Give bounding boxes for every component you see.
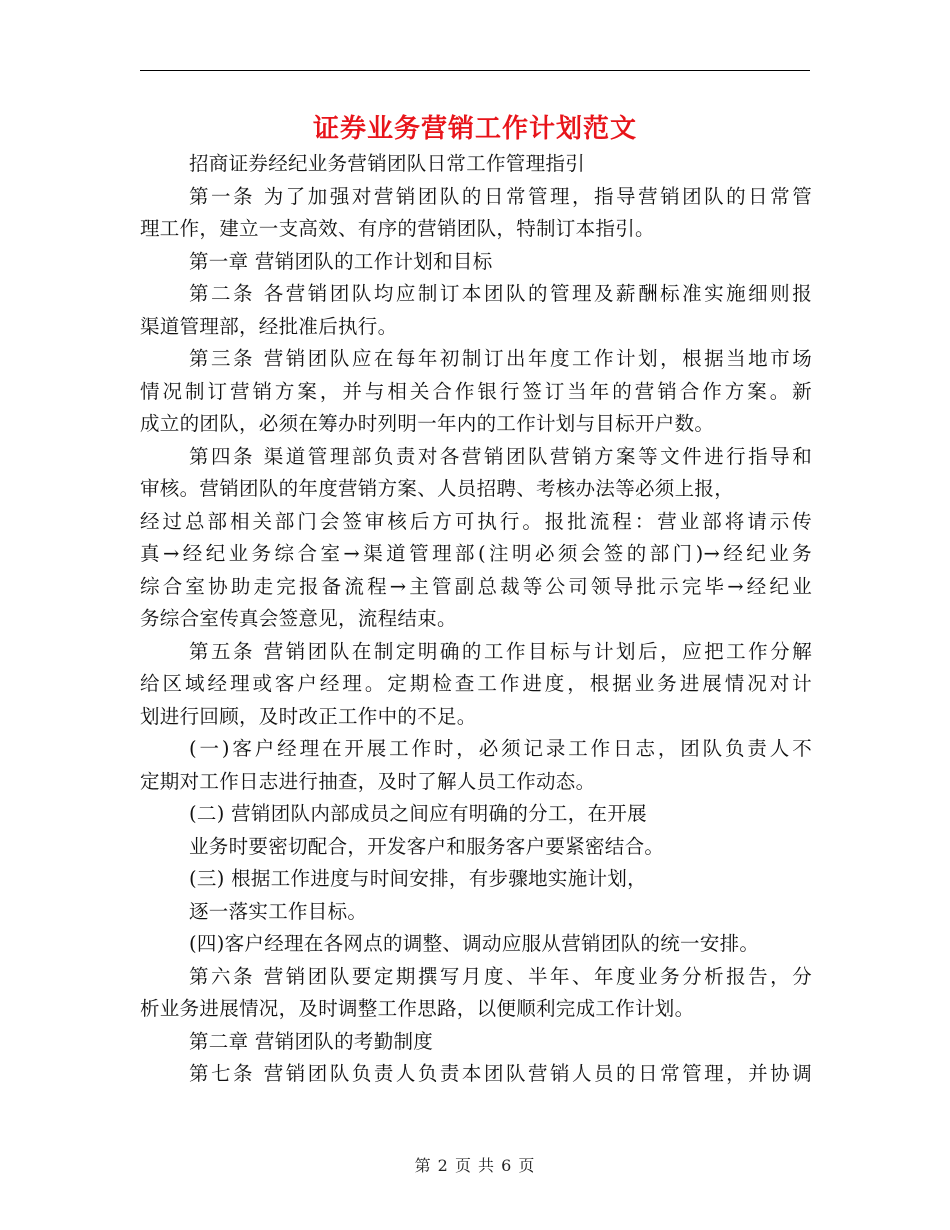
document-body bbox=[140, 148, 812, 1091]
text-line: 第四条 渠道管理部负责对各营销团队营销方案等文件进行指导和 bbox=[189, 444, 812, 468]
text-line: 综合室协助走完报备流程→主管副总裁等公司领导批示完毕→经纪业 bbox=[140, 574, 812, 598]
text-line: 理工作，建立一支高效、有序的营销团队，特制订本指引。 bbox=[140, 217, 655, 240]
text-line: 划进行回顾，及时改正工作中的不足。 bbox=[140, 704, 477, 728]
text-line: 务综合室传真会签意见，流程结束。 bbox=[140, 607, 457, 630]
text-line: 第三条 营销团队应在每年初制订出年度工作计划，根据当地市场 bbox=[189, 347, 812, 370]
text-line: 第一章 营销团队的工作计划和目标 bbox=[189, 249, 493, 273]
text-line: 逐一落实工作目标。 bbox=[189, 899, 368, 923]
text-line: 第七条 营销团队负责人负责本团队营销人员的日常管理，并协调 bbox=[189, 1062, 812, 1085]
text-line: (一)客户经理在开展工作时，必须记录工作日志，团队负责人不 bbox=[189, 737, 812, 760]
text-line: 第一条 为了加强对营销团队的日常管理，指导营销团队的日常管 bbox=[189, 184, 812, 208]
page-number: 第 2 页 共 6 页 bbox=[414, 1156, 536, 1175]
text-line: 析业务进展情况，及时调整工作思路，以便顺利完成工作计划。 bbox=[140, 997, 695, 1020]
text-line: 渠道管理部，经批准后执行。 bbox=[140, 314, 398, 338]
text-line: 定期对工作日志进行抽查，及时了解人员工作动态。 bbox=[140, 769, 596, 793]
text-line: 招商证券经纪业务营销团队日常工作管理指引 bbox=[189, 152, 586, 175]
text-line: 成立的团队，必须在筹办时列明一年内的工作计划与目标开户数。 bbox=[140, 412, 715, 435]
text-line: (四)客户经理在各网点的调整、调动应服从营销团队的统一安排。 bbox=[189, 932, 760, 955]
text-line: 业务时要密切配合，开发客户和服务客户要紧密结合。 bbox=[189, 834, 665, 858]
text-line: 审核。营销团队的年度营销方案、人员招聘、考核办法等必须上报， bbox=[140, 477, 735, 500]
text-line: 经过总部相关部门会签审核后方可执行。报批流程：营业部将请示传 bbox=[140, 509, 812, 533]
text-line: 真→经纪业务综合室→渠道管理部(注明必须会签的部门)→经纪业务 bbox=[140, 542, 812, 565]
text-line: (三) 根据工作进度与时间安排，有步骤地实施计划， bbox=[189, 867, 647, 890]
text-line: 第二章 营销团队的考勤制度 bbox=[189, 1029, 434, 1053]
text-line: 第五条 营销团队在制定明确的工作目标与计划后，应把工作分解 bbox=[189, 639, 812, 663]
header-rule bbox=[140, 70, 810, 71]
document-title: 证券业务营销工作计划范文 bbox=[312, 114, 637, 144]
text-line: 第二条 各营销团队均应制订本团队的管理及薪酬标准实施细则报 bbox=[189, 282, 812, 305]
text-line: (二) 营销团队内部成员之间应有明确的分工，在开展 bbox=[189, 802, 647, 825]
text-line: 情况制订营销方案，并与相关合作银行签订当年的营销合作方案。新 bbox=[140, 379, 812, 403]
text-line: 第六条 营销团队要定期撰写月度、半年、年度业务分析报告，分 bbox=[189, 964, 812, 988]
text-line: 给区域经理或客户经理。定期检查工作进度，根据业务进展情况对计 bbox=[140, 672, 812, 695]
